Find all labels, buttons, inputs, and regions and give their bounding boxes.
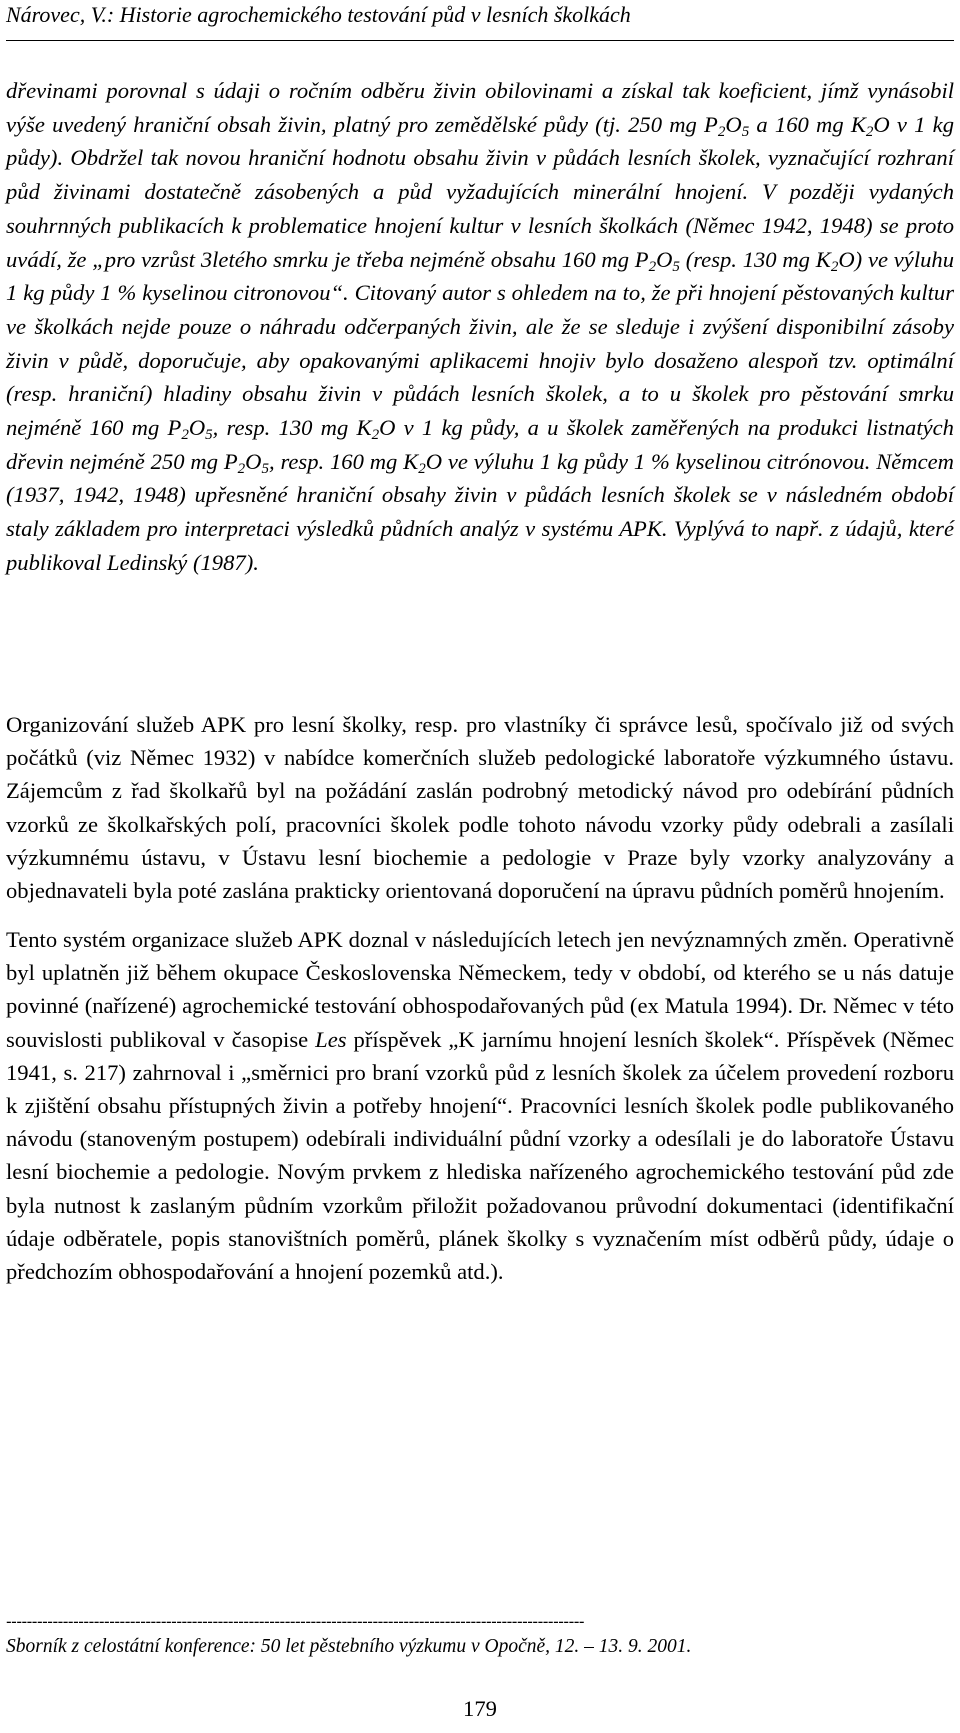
text-run: , resp. 130 mg K: [212, 415, 372, 441]
running-header: Nárovec, V.: Historie agrochemického testování půd v lesních školkách: [6, 2, 631, 27]
subscript: 5: [741, 123, 750, 140]
text-run: O) ve výluhu 1 kg půdy 1 % kyselinou citronovou“. Citovaný autor s ohledem na to, že při hnojení pěstovaných kultur ve školkách nejde pouze o náhradu odčerpaných živin, ale že se sleduje i zvýšení disponibilní zásoby živin v půdě, doporučuje, aby opakovanými aplikacemi hnojiv bylo dosaženo alespoň tzv. optimální (resp. hraniční) hladiny obsahu živin v půdách lesních školek, a to u školek pro pěstování smrku nejméně 160 mg P: [6, 246, 954, 441]
subscript: 5: [261, 460, 269, 477]
subscript: 2: [237, 460, 246, 477]
text-run: , resp. 160 mg K: [268, 448, 419, 474]
text-run: a 160 mg K: [749, 111, 866, 137]
subscript: 5: [672, 258, 680, 275]
subscript: 2: [181, 427, 189, 444]
text-run: O ve výluhu 1 kg půdy 1 % kyselinou citrónovou. Němcem (1937, 1942, 1948) upřesněné hraniční obsahy živin v půdách lesních školek se v následném období staly základem pro interpretaci výsledků půdních analýz v systému APK. Vyplývá to např. z údajů, které publikoval Ledinský (1987).: [6, 448, 954, 575]
body-paragraph-services: Organizování služeb APK pro lesní školky, resp. pro vlastníky či správce lesů, spočívalo již od svých počátků (viz Němec 1932) v nabídce komerčních služeb pedologické laboratoře výzkumného ústavu. Zájemcům z řad školkařů byl na požádání zaslán podrobný metodický návod pro odebírání půdních vzorků ze školkařských polí, pracovníci školek podle tohoto návodu vzorky půdy odebrali a zasílali výzkumnému ústavu, v Ústavu lesní biochemie a pedologie v Praze byly vzorky analyzovány a objednavateli byla poté zaslána prakticky orientovaná doporučení na úpravu půdních poměrů hnojením.: [6, 712, 954, 904]
text-run: O v 1 kg půdy, a u školek zaměřených na produkci listnatých dřevin nejméně 250 mg P: [6, 415, 954, 474]
subscript: 2: [418, 460, 426, 477]
subscript: 2: [830, 258, 839, 275]
subscript: 2: [371, 427, 380, 444]
text-run: O: [188, 415, 206, 441]
text-run: příspěvek „K jarnímu hnojení lesních školek“. Příspěvek (Němec 1941, s. 217) zahrnoval i „směrnici pro braní vzorků půd z lesních školek za účelem provedení rozboru k zjištění obsahu přístupných živin a potřeby hnojení“. Pracovníci lesních školek podle publikovaného návodu (stanoveným postupem) odebírali individuální půdní vzorky a odesílali je do laboratoře Ústavu lesní biochemie a pedologie. Novým prvkem z hlediska nařízeného agrochemického testování půd zde byla nutnost k zaslaným půdním vzorkům přiložit požadovanou průvodní dokumentaci (identifikační údaje odběratele, popis stanovištních poměrů, plánek školky s vyznačením míst odběrů půdy, údaje o předchozím obhospodařování a hnojení pozemků atd.).: [6, 1026, 954, 1285]
journal-name: Les: [315, 1026, 347, 1052]
text-run: O: [656, 246, 673, 272]
page-number: 179: [463, 1696, 497, 1721]
text-run: (resp. 130 mg K: [679, 246, 831, 272]
proceedings-footer: Sborník z celostátní konference: 50 let pěstebního výzkumu v Opočně, 12. – 13. 9. 2001.: [6, 1636, 692, 1657]
text-run: Tento systém organizace služeb APK doznal v následujících letech jen nevýznamných změn. Operativně byl uplatněn již během okupace Československa Německem, tedy v období, od kterého se u nás datuje povinné (nařízené) agrochemické testování obhospodařovaných půd (ex Matula 1994). Dr. Němec v této souvislosti publikoval v časopise: [6, 927, 954, 1052]
text-run: O: [725, 111, 742, 137]
text-run: O: [245, 448, 262, 474]
subscript: 5: [205, 427, 213, 444]
text-run: O v 1 kg půdy). Obdržel tak novou hraniční hodnotu obsahu živin v půdách lesních školek, vyznačující rozhraní půd živinami dostatečně zásobených a půd vyžadujících minerální hnojení. V později vydaných souhrnných publikacích k problematice hnojení kultur v lesních školkách (Němec 1942, 1948) se proto uvádí, že „pro vzrůst 3letého smrku je třeba nejméně obsahu 160 mg P: [6, 111, 955, 272]
subscript: 2: [648, 258, 657, 275]
subscript: 2: [865, 123, 874, 140]
subscript: 2: [717, 123, 726, 140]
italic-paragraph: [6, 74, 954, 580]
header-rule: [6, 40, 954, 41]
footer-separator: ----------------------------------------------------------------------------------------------------------------: [6, 1612, 585, 1631]
text-run: dřevinami porovnal s údaji o ročním odběru živin obilovinami a získal tak koeficient, jímž vynásobil výše uvedený hraniční obsah živin, platný pro zemědělské půdy (tj. 250 mg P: [6, 78, 954, 137]
body-paragraph-system: [6, 923, 954, 1288]
